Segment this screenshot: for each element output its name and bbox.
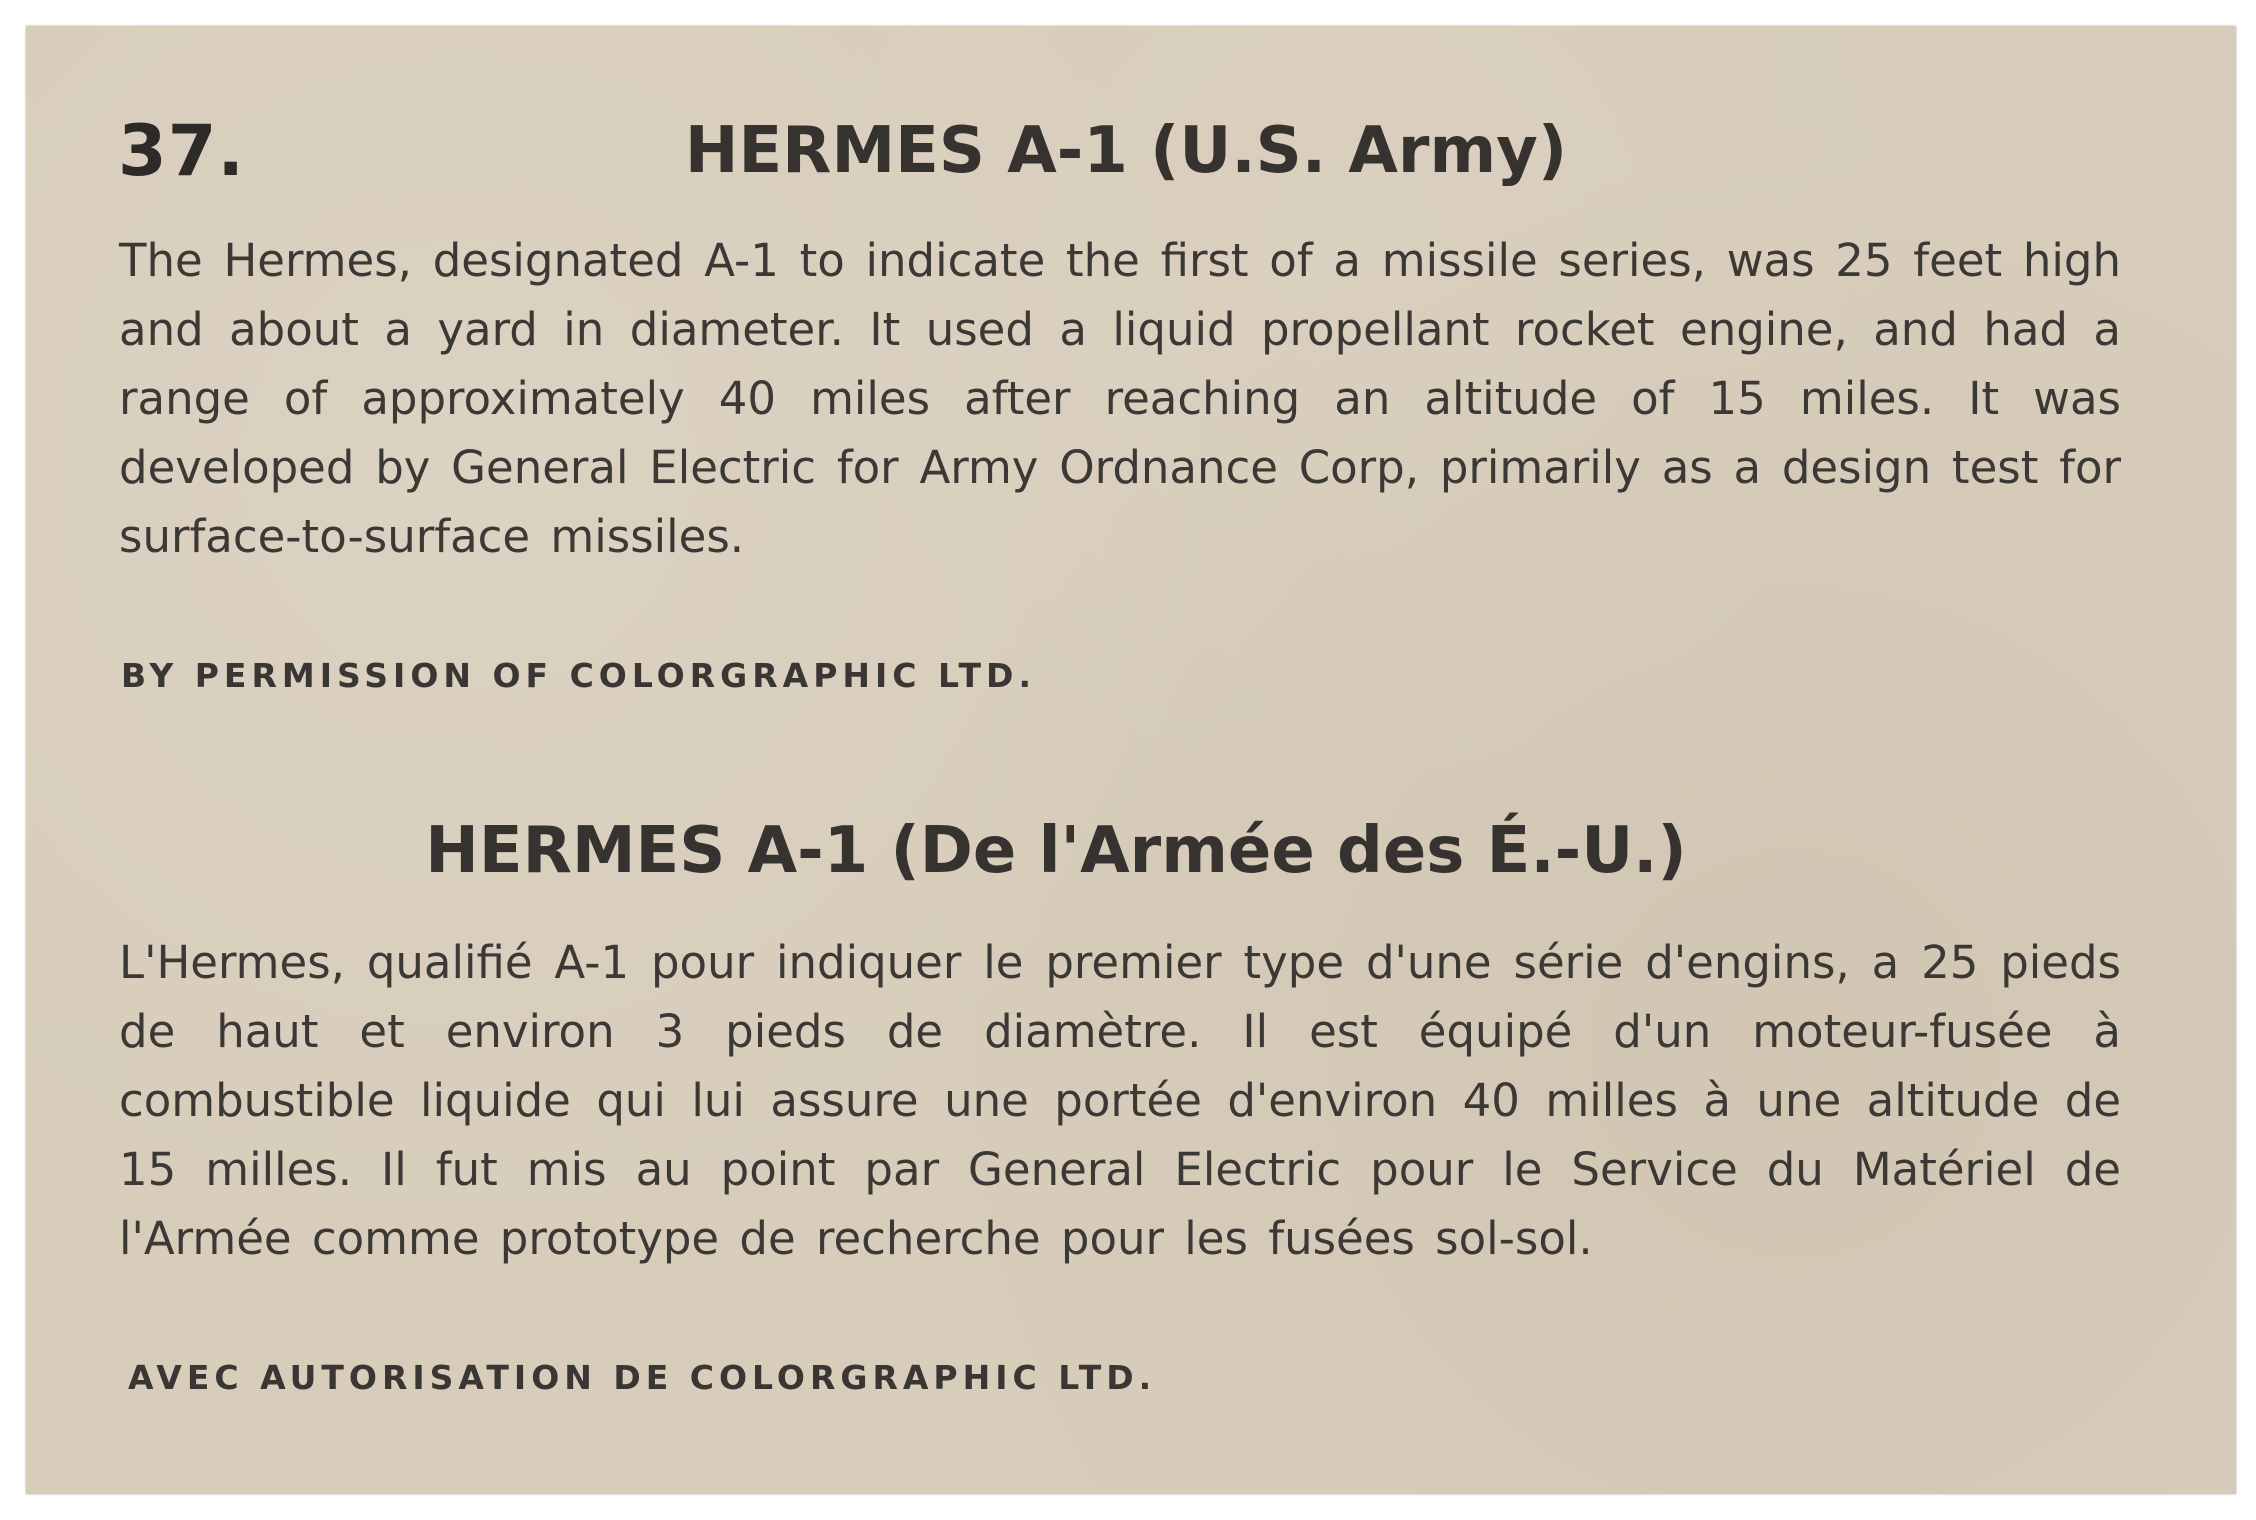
french-title: HERMES A-1 (De l'Armée des É.-U.) xyxy=(425,814,1687,888)
french-credit: AVEC AUTORISATION DE COLORGRAPHIC LTD. xyxy=(128,1358,1157,1397)
card-number: 37. xyxy=(118,110,246,192)
english-description: The Hermes, designated A-1 to indicate the first of a missile series, was 25 feet high and about a yard in diameter. It used a liquid propellant rocket engine, and had a range of approximately 40 miles after reaching an altitude of 15 miles. It was developed by General Electric for Army Ordnance Corp, primarily as a design test for surface-to-surface missiles. xyxy=(119,234,2121,563)
trading-card-back xyxy=(26,26,2236,1494)
english-credit: BY PERMISSION OF COLORGRAPHIC LTD. xyxy=(121,656,1036,695)
english-title: HERMES A-1 (U.S. Army) xyxy=(684,114,1568,188)
french-description: L'Hermes, qualifié A-1 pour indiquer le premier type d'une série d'engins, a 25 pieds de haut et environ 3 pieds de diamètre. Il est équipé d'un moteur-fusée à combustible liquide qui lui assure une portée d'environ 40 milles à une altitude de 15 milles. Il fut mis au point par General Electric pour le Service du Matériel de l'Armée comme prototype de recherche pour les fusées sol-sol. xyxy=(119,936,2121,1265)
